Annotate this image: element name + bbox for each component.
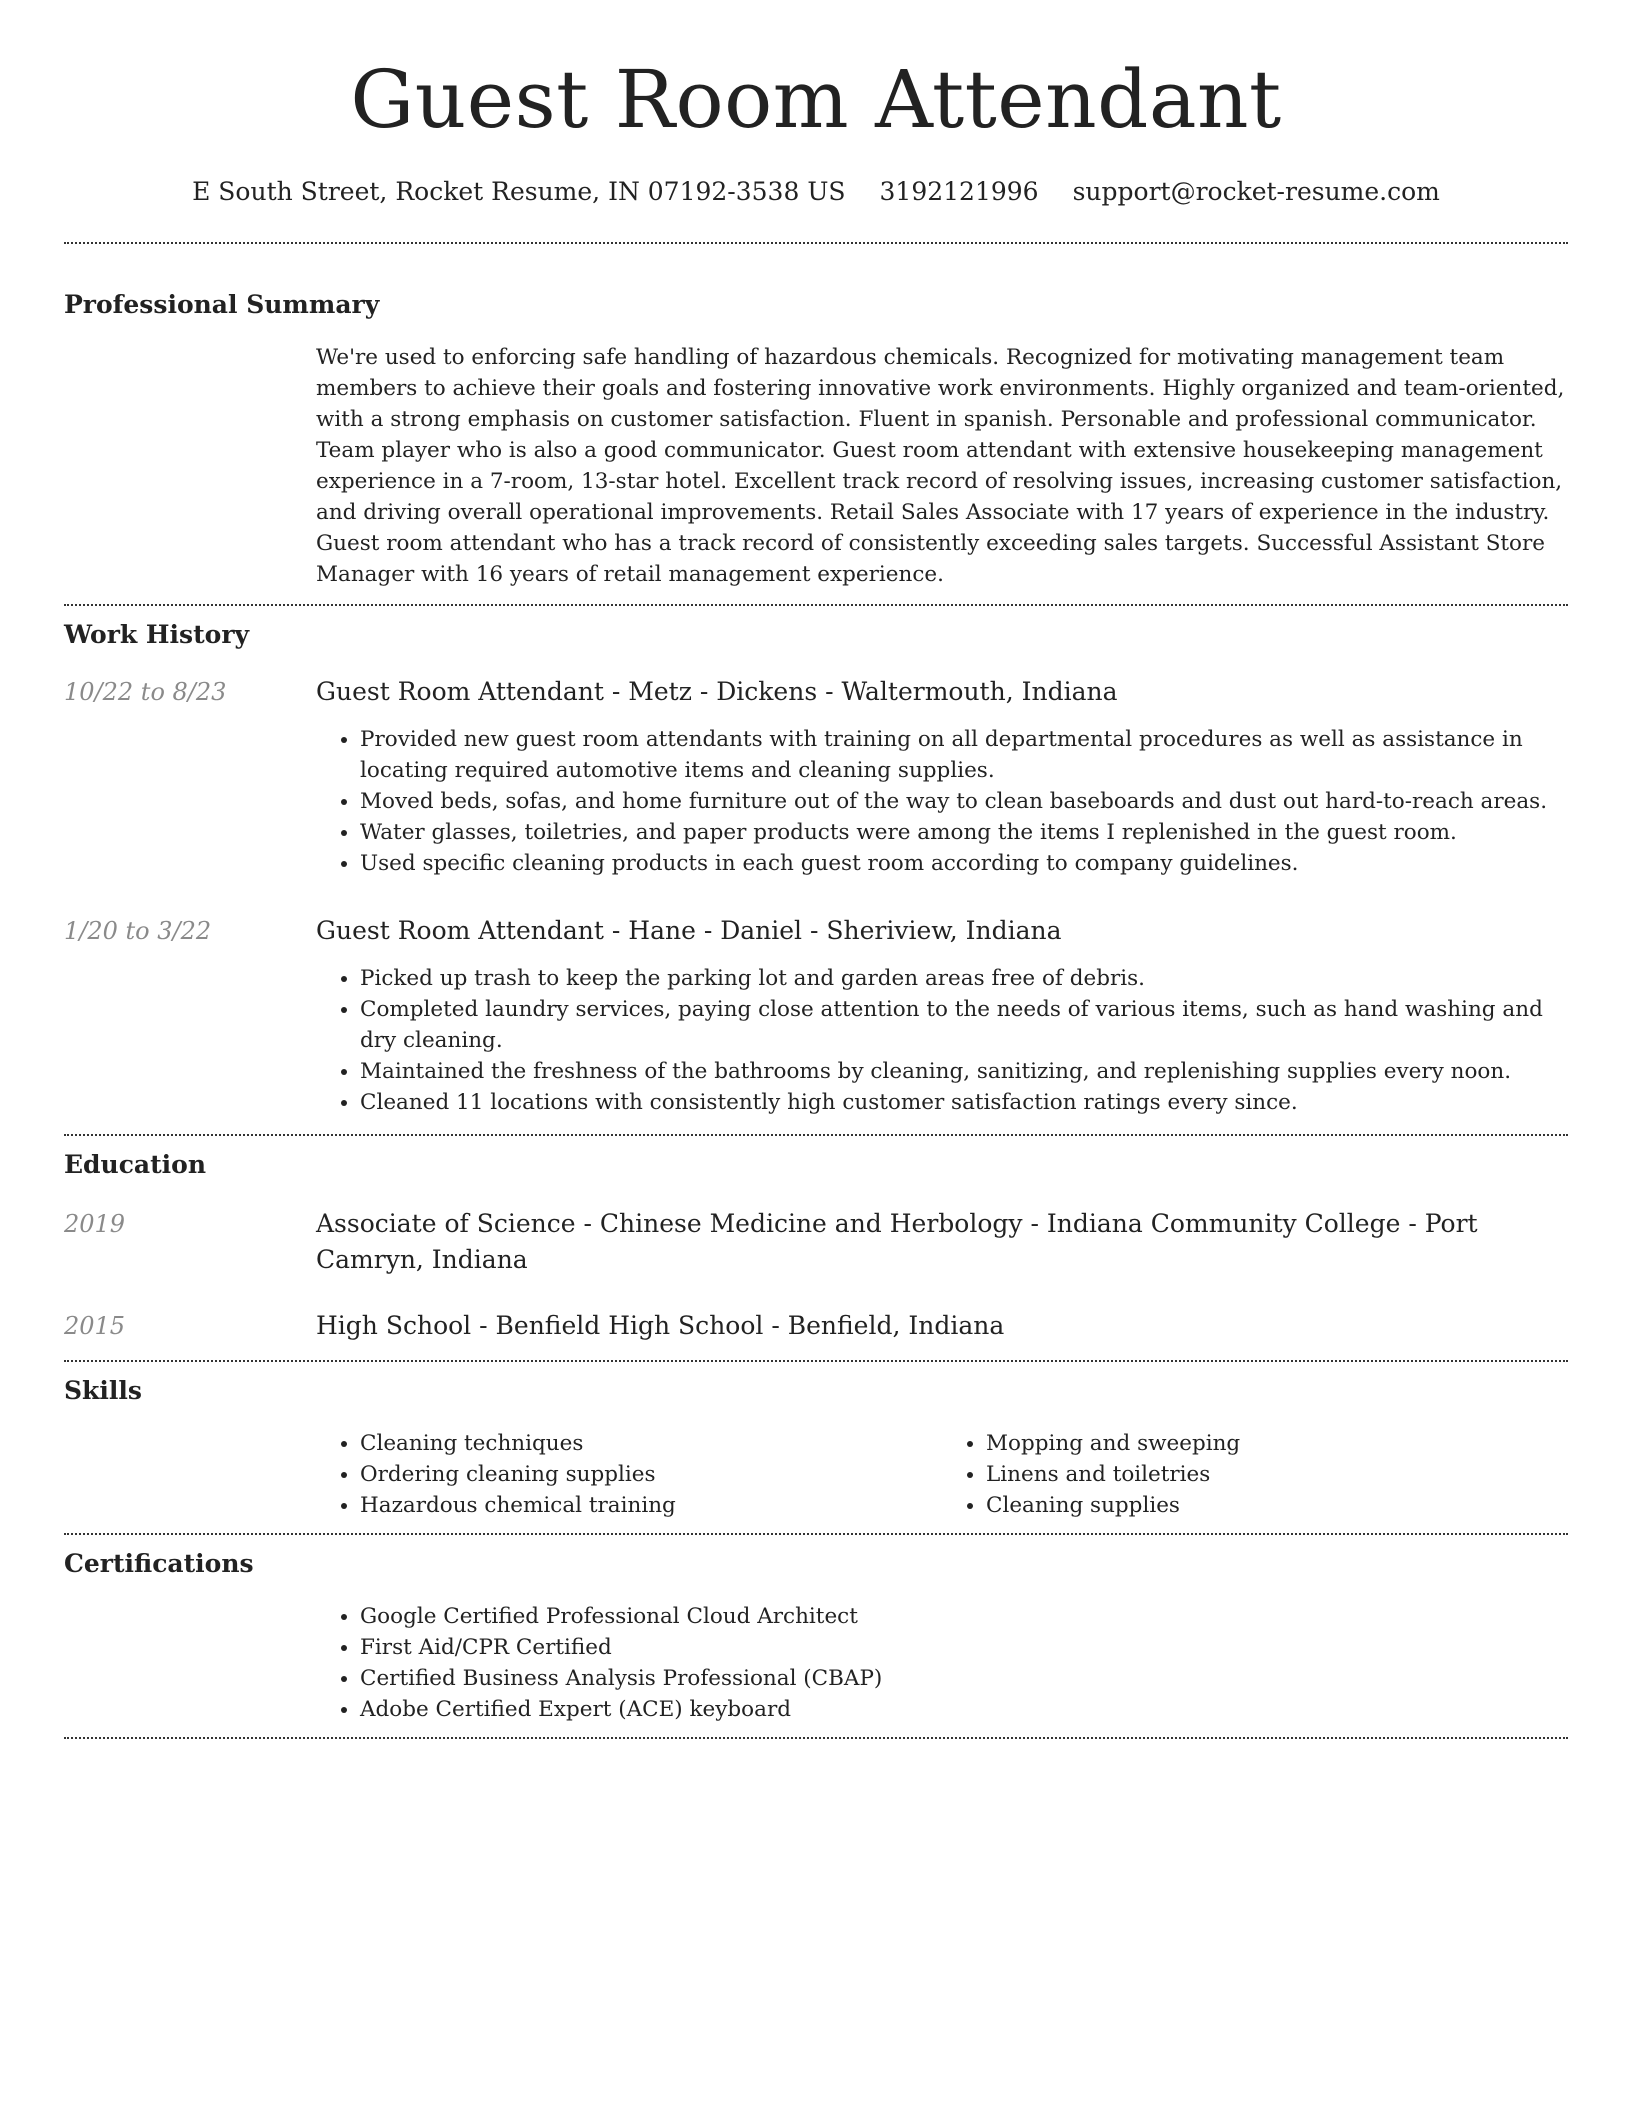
- section-divider: [64, 604, 1568, 606]
- skills-heading: Skills: [64, 1376, 142, 1405]
- job-entry: [64, 674, 1568, 879]
- education-year: 2015: [64, 1312, 126, 1340]
- section-divider: [64, 1360, 1568, 1362]
- education-section: [64, 1148, 1568, 1344]
- skill-item: • Mopping and sweeping: [986, 1428, 1568, 1459]
- education-degree: Associate of Science: [316, 1209, 576, 1238]
- certifications-section: [64, 1547, 1568, 1737]
- job-bullet: • Moved beds, sofas, and home furniture out of the way to clean baseboards and dust out hard-to-reach areas.: [360, 786, 1568, 817]
- job-bullet: • Used specific cleaning products in each guest room according to company guidelines.: [360, 848, 1568, 879]
- job-bullet: • Provided new guest room attendants with training on all departmental procedures as well as assistance in locating required automotive items and cleaning supplies.: [360, 724, 1568, 786]
- job-heading: [316, 913, 1568, 949]
- job-dates: 1/20 to 3/22: [64, 917, 212, 945]
- skill-item: • Cleaning techniques: [360, 1428, 942, 1459]
- education-degree: High School: [316, 1311, 472, 1340]
- education-heading-line: [316, 1308, 1568, 1344]
- skills-grid: [316, 1428, 1568, 1521]
- job-details: - Metz - Dickens - Waltermouth, Indiana: [603, 677, 1118, 706]
- work-history-section: [64, 618, 1568, 1118]
- section-divider: [64, 1533, 1568, 1535]
- section-divider: [64, 242, 1568, 244]
- job-role: Guest Room Attendant: [316, 916, 604, 945]
- skills-section: [64, 1374, 1568, 1533]
- education-entry: [64, 1206, 1568, 1278]
- certifications-list: [316, 1601, 1568, 1725]
- work-history-heading: Work History: [64, 620, 250, 649]
- certifications-heading: Certifications: [64, 1549, 254, 1578]
- summary-heading: Professional Summary: [64, 290, 380, 319]
- contact-line: [64, 174, 1568, 210]
- skill-item: • Cleaning supplies: [986, 1490, 1568, 1521]
- summary-text: We're used to enforcing safe handling of hazardous chemicals. Recognized for motivating management team members to achieve their goals and fostering innovative work environments. Highly organized and team-oriented, with a strong emphasis on customer satisfaction. Fluent in spanish. Personable and professional communicator. Team player who is also a good communicator. Guest room attendant with extensive housekeeping management experience in a 7-room, 13-star hotel. Excellent track record of resolving issues, increasing customer satisfaction, and driving overall operational improvements. Retail Sales Associate with 17 years of experience in the industry. Guest room attendant who has a track record of consistently exceeding sales targets. Successful Assistant Store Manager with 16 years of retail management experience.: [316, 345, 1565, 587]
- certification-item: • First Aid/CPR Certified: [360, 1632, 1568, 1663]
- skills-list-right: [942, 1428, 1568, 1521]
- skill-item: • Hazardous chemical training: [360, 1490, 942, 1521]
- certification-item: • Adobe Certified Expert (ACE) keyboard: [360, 1694, 1568, 1725]
- skills-row: [64, 1408, 1568, 1533]
- job-bullet: • Picked up trash to keep the parking lot and garden areas free of debris.: [360, 963, 1568, 994]
- skill-item: • Linens and toiletries: [986, 1459, 1568, 1490]
- education-details: - Chinese Medicine and Herbology - Indiana Community College - Port Camryn, Indiana: [316, 1209, 1478, 1274]
- job-bullets: [316, 724, 1568, 879]
- certifications-row: [64, 1581, 1568, 1737]
- education-heading-line: [316, 1206, 1568, 1278]
- certification-item: • Certified Business Analysis Professional (CBAP): [360, 1663, 1568, 1694]
- education-details: - Benfield High School - Benfield, Indiana: [471, 1311, 1005, 1340]
- education-year: 2019: [64, 1210, 126, 1238]
- skill-item: • Ordering cleaning supplies: [360, 1459, 942, 1490]
- job-role: Guest Room Attendant: [316, 677, 604, 706]
- job-bullet: • Cleaned 11 locations with consistently high customer satisfaction ratings every since.: [360, 1087, 1568, 1118]
- job-bullet: • Completed laundry services, paying close attention to the needs of various items, such as hand washing and dry cleaning.: [360, 994, 1568, 1056]
- job-heading: [316, 674, 1568, 710]
- contact-address: E South Street, Rocket Resume, IN 07192-3538 US: [192, 177, 846, 206]
- section-divider: [64, 1134, 1568, 1136]
- skills-list-left: [316, 1428, 942, 1521]
- education-entry: [64, 1308, 1568, 1344]
- contact-email: support@rocket-resume.com: [1072, 177, 1440, 206]
- summary-row: [64, 322, 1568, 604]
- job-entry: [64, 913, 1568, 1118]
- contact-phone: 3192121996: [879, 177, 1039, 206]
- section-divider: [64, 1737, 1568, 1739]
- education-heading: Education: [64, 1150, 207, 1179]
- job-dates: 10/22 to 8/23: [64, 678, 227, 706]
- job-bullets: [316, 963, 1568, 1118]
- job-bullet: • Maintained the freshness of the bathrooms by cleaning, sanitizing, and replenishing supplies every noon.: [360, 1056, 1568, 1087]
- summary-section: [64, 288, 1568, 604]
- job-details: - Hane - Daniel - Sheriview, Indiana: [603, 916, 1062, 945]
- resume-title: Guest Room Attendant: [350, 53, 1282, 146]
- job-bullet: • Water glasses, toiletries, and paper products were among the items I replenished in the guest room.: [360, 817, 1568, 848]
- certification-item: • Google Certified Professional Cloud Architect: [360, 1601, 1568, 1632]
